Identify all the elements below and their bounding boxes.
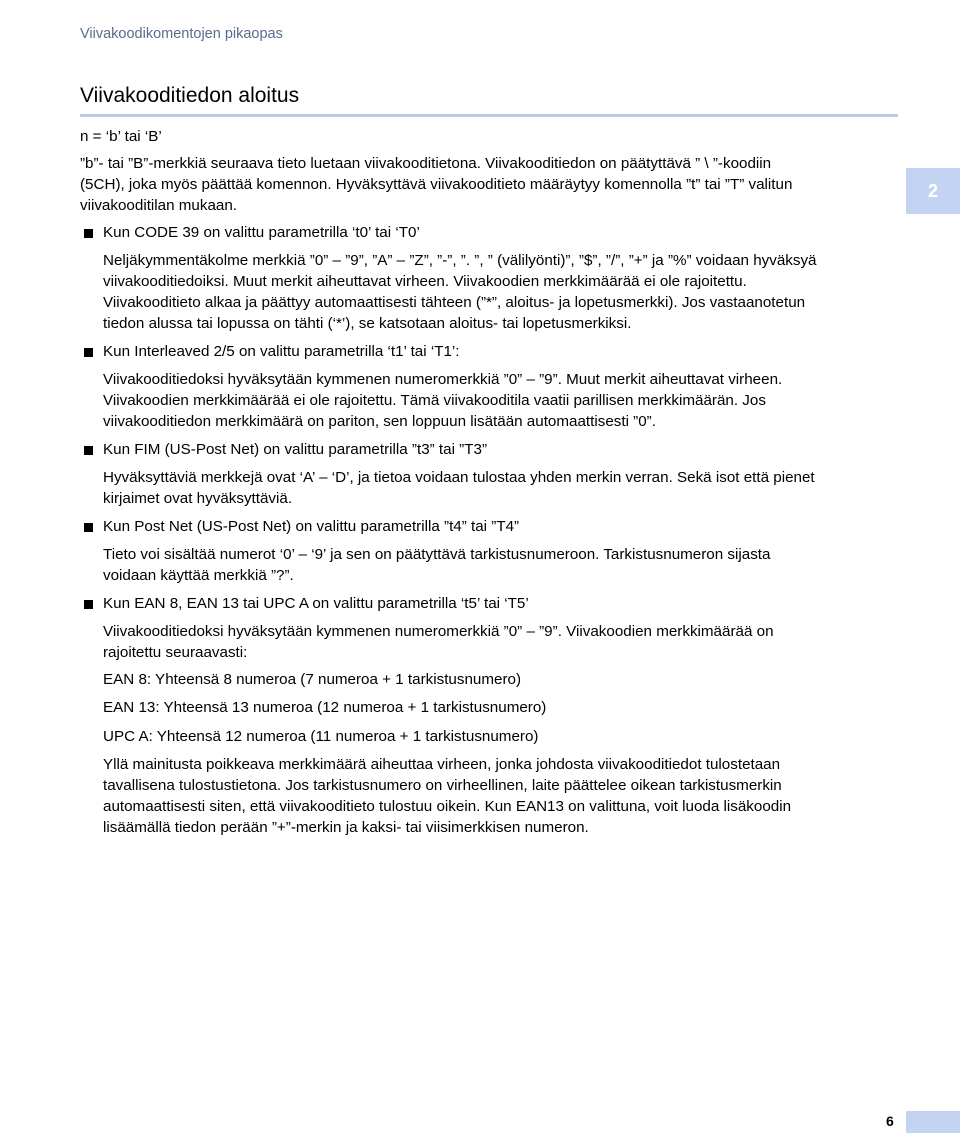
page-number: 6 <box>886 1113 894 1129</box>
fim-line: kirjaimet ovat hyväksyttäviä. <box>103 490 293 507</box>
ean-line: rajoitettu seuraavasti: <box>103 644 248 661</box>
intro-line: ”b”- tai ”B”-merkkiä seuraava tieto luetaan viivakooditietona. Viivakooditiedon on päätyttävä ” \ ”-koodiin <box>80 155 772 172</box>
ean-closing-line: tavallisena tulostustietona. Jos tarkistusnumero on virheellinen, laite päättelee oikean tarkistusmerkin <box>103 777 782 794</box>
ean-list-item: EAN 8: Yhteensä 8 numeroa (7 numeroa + 1 tarkistusnumero) <box>103 671 522 688</box>
interleaved-line: viivakooditiedon merkkimäärä on pariton, sen loppuun lisätään automaattisesti ”0”. <box>103 413 656 430</box>
bullet-square-icon <box>84 600 93 609</box>
bullet-heading-postnet: Kun Post Net (US-Post Net) on valittu parametrilla ”t4” tai ”T4” <box>103 518 520 535</box>
section-title: Viivakooditiedon aloitus <box>80 84 300 107</box>
bullet-square-icon <box>84 348 93 357</box>
code39-line: Viivakooditieto alkaa ja päättyy automaattisesti tähteen (”*”, aloitus- ja lopetusmerkki). Jos vastaanotetun <box>103 294 806 311</box>
fim-line: Hyväksyttäviä merkkejä ovat ‘A’ – ‘D’, ja tietoa voidaan tulostaa yhden merkin verran. Sekä isot että pienet <box>103 469 815 486</box>
chapter-number: 2 <box>927 180 938 201</box>
postnet-line: voidaan käyttää merkkiä ”?”. <box>103 567 294 584</box>
ean-closing-line: Yllä mainitusta poikkeava merkkimäärä aiheuttaa virheen, jonka johdosta viivakooditiedot tulostetaan <box>103 756 781 773</box>
bullet-square-icon <box>84 446 93 455</box>
parameter-line: n = ‘b’ tai ‘B’ <box>80 128 162 145</box>
interleaved-line: Viivakooditiedoksi hyväksytään kymmenen numeromerkkiä ”0” – ”9”. Muut merkit aiheuttavat virheen. <box>103 371 783 388</box>
intro-line: (5CH), joka myös päättää komennon. Hyväksyttävä viivakooditieto määräytyy komennolla ”t” tai ”T” valitun <box>80 176 793 193</box>
ean-list-item: EAN 13: Yhteensä 13 numeroa (12 numeroa + 1 tarkistusnumero) <box>103 699 547 716</box>
intro-line: viivakooditilan mukaan. <box>80 197 238 214</box>
interleaved-line: Viivakoodien merkkimäärää ei ole rajoitettu. Tämä viivakooditila vaatii parillisen merkkimäärän. Jos <box>103 392 766 409</box>
running-header: Viivakoodikomentojen pikaopas <box>80 26 283 42</box>
bullet-square-icon <box>84 229 93 238</box>
code39-line: tiedon alussa tai lopussa on tähti (‘*’), se katsotaan aloitus- tai lopetusmerkiksi. <box>103 315 632 332</box>
chapter-tab <box>906 168 960 214</box>
title-rule <box>80 114 898 117</box>
code39-line: Neljäkymmentäkolme merkkiä ”0” – ”9”, ”A” – ”Z”, ”-”, ”. ”, ” (välilyönti)”, ”$”, ”/”, ”+” ja ”%” voidaan hyväksyä <box>103 252 817 269</box>
ean-closing-line: automaattisesti siten, että viivakooditieto tulostuu oikein. Kun EAN13 on valittuna, voit luoda lisäkoodin <box>103 798 792 815</box>
postnet-line: Tieto voi sisältää numerot ‘0’ – ‘9’ ja sen on päätyttävä tarkistusnumeroon. Tarkistusnumeron sijasta <box>103 546 771 563</box>
bullet-heading-code39: Kun CODE 39 on valittu parametrilla ‘t0’ tai ‘T0’ <box>103 224 420 241</box>
code39-line: viivakooditiedoiksi. Muut merkit aiheuttavat virheen. Viivakoodien merkkimäärää ei ole rajoitettu. <box>103 273 747 290</box>
bullet-heading-fim: Kun FIM (US-Post Net) on valittu parametrilla ”t3” tai ”T3” <box>103 441 488 458</box>
ean-closing-line: lisäämällä tiedon perään ”+”-merkin ja kaksi- tai viisimerkkisen numeron. <box>103 819 589 836</box>
bullet-heading-interleaved: Kun Interleaved 2/5 on valittu parametrilla ‘t1’ tai ‘T1’: <box>103 343 460 360</box>
bullet-square-icon <box>84 523 93 532</box>
ean-line: Viivakooditiedoksi hyväksytään kymmenen numeromerkkiä ”0” – ”9”. Viivakoodien merkkimäärää on <box>103 623 774 640</box>
page-tab <box>906 1111 960 1133</box>
ean-list-item: UPC A: Yhteensä 12 numeroa (11 numeroa + 1 tarkistusnumero) <box>103 728 539 745</box>
bullet-heading-ean: Kun EAN 8, EAN 13 tai UPC A on valittu parametrilla ‘t5’ tai ‘T5’ <box>103 595 529 612</box>
